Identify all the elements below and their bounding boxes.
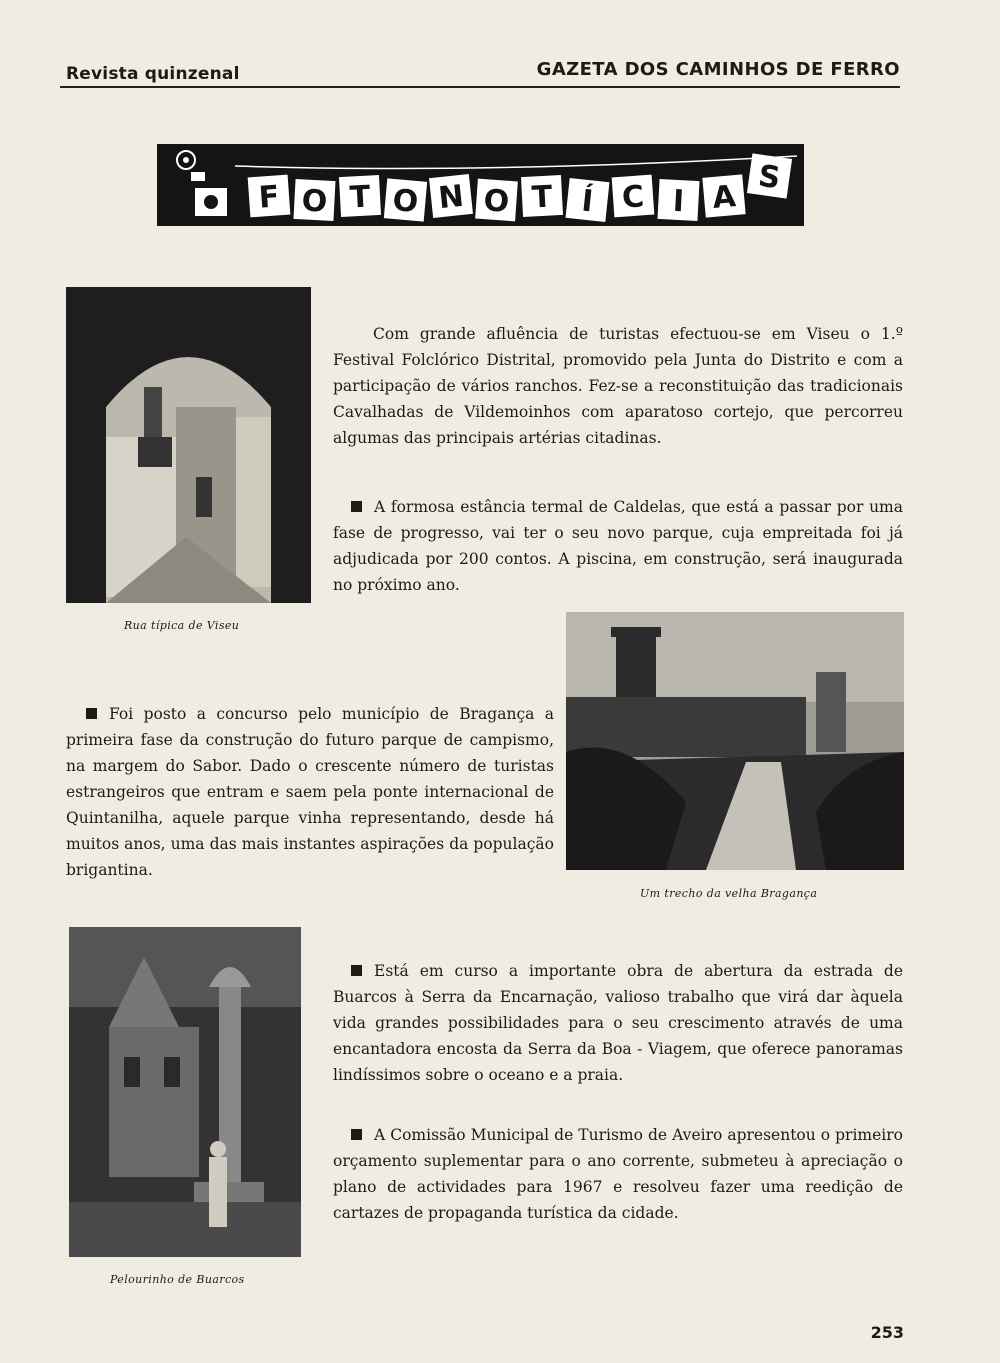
banner-letter-tile [566, 178, 610, 222]
banner-letter-tile [384, 178, 427, 221]
photo-braganca [566, 612, 904, 870]
banner-letter: Í [579, 183, 595, 220]
camera-icon [177, 151, 227, 216]
banner-letter: A [711, 179, 738, 216]
banner-letter-tile [248, 175, 291, 218]
caption-rua-viseu: Rua típica de Viseu [124, 619, 240, 632]
bullet-square-icon [351, 1129, 362, 1140]
banner-letter: I [671, 183, 685, 220]
banner-letter: O [300, 183, 329, 220]
paragraph-text: Foi posto a concurso pelo município de Bragança a primeira fase da construção do futuro parque de campismo, na margem do Sabor. Dado o crescente número de turistas estrangeiros que entram e saem pela ponte internacional de Quintanilha, aquele parque vinha representando, desde há muitos anos, uma das mais instantes aspirações da população brigantina. [66, 705, 554, 879]
page-number: 253 [870, 1323, 904, 1342]
banner-string [235, 156, 797, 168]
banner-letter-tile [747, 153, 792, 198]
banner-letter: N [436, 178, 466, 217]
banner-letter: T [530, 179, 554, 216]
banner-letter: T [348, 179, 372, 216]
header-publication-type: Revista quinzenal [66, 64, 240, 84]
paragraph-text: Está em curso a importante obra de abertura da estrada de Buarcos à Serra da Encarnação, valioso trabalho que virá dar àquela vida grandes possibilidades para o seu crescimento através de uma encantadora encosta da Serra da Boa - Viagem, que oferece panoramas lindíssimos sobre o oceano e a praia. [333, 962, 903, 1084]
banner-letter-tile [429, 174, 473, 218]
paragraph-text: A Comissão Municipal de Turismo de Aveiro apresentou o primeiro orçamento suplementar para o ano corrente, submeteu à apreciação o plano de actividades para 1967 e resolveu fazer uma reedição de cartazes de propaganda turística da cidade. [333, 1126, 903, 1222]
news-paragraph-buarcos [333, 958, 903, 1088]
photo-pelourinho-buarcos [69, 927, 301, 1257]
banner-letter: O [482, 183, 511, 220]
banner-letter: O [391, 182, 420, 221]
paragraph-text: A formosa estância termal de Caldelas, que está a passar por uma fase de progresso, vai ter o seu novo parque, cuja empreitada foi já adjudicada por 200 contos. A piscina, em construção, será inaugurada no próximo ano. [333, 498, 903, 594]
news-paragraph-caldelas [333, 494, 903, 598]
banner-letter-tile [339, 175, 381, 217]
bullet-square-icon [86, 708, 97, 719]
caption-pelourinho-buarcos: Pelourinho de Buarcos [110, 1273, 245, 1286]
news-paragraph-viseu [333, 321, 903, 451]
banner-letter-tile [657, 179, 699, 221]
header-rule [60, 86, 900, 88]
caption-braganca: Um trecho da velha Bragança [640, 887, 818, 900]
banner-letter: F [257, 179, 281, 216]
banner-letter-tile [475, 179, 518, 222]
bullet-square-icon [351, 501, 362, 512]
fotonoticias-banner [157, 144, 804, 226]
banner-letter-tile [612, 175, 655, 218]
banner-letter-tile [702, 174, 745, 217]
news-paragraph-braganca [66, 701, 554, 883]
banner-letter: C [620, 179, 646, 216]
bullet-square-icon [351, 965, 362, 976]
banner-letter: S [756, 158, 783, 197]
banner-letter-tile [521, 175, 563, 217]
photo-rua-viseu [66, 287, 311, 603]
news-paragraph-aveiro [333, 1122, 903, 1226]
paragraph-text: Com grande afluência de turistas efectuou-se em Viseu o 1.º Festival Folclórico Distrital, promovido pela Junta do Distrito e com a participação de vários ranchos. Fez-se a reconstituição das tradicionais Cavalhadas de Vildemoinhos com aparatoso cortejo, que percorreu algumas das principais artérias citadinas. [333, 325, 903, 447]
banner-letter-tile [293, 179, 335, 221]
header-magazine-title: GAZETA DOS CAMINHOS DE FERRO [536, 59, 900, 80]
